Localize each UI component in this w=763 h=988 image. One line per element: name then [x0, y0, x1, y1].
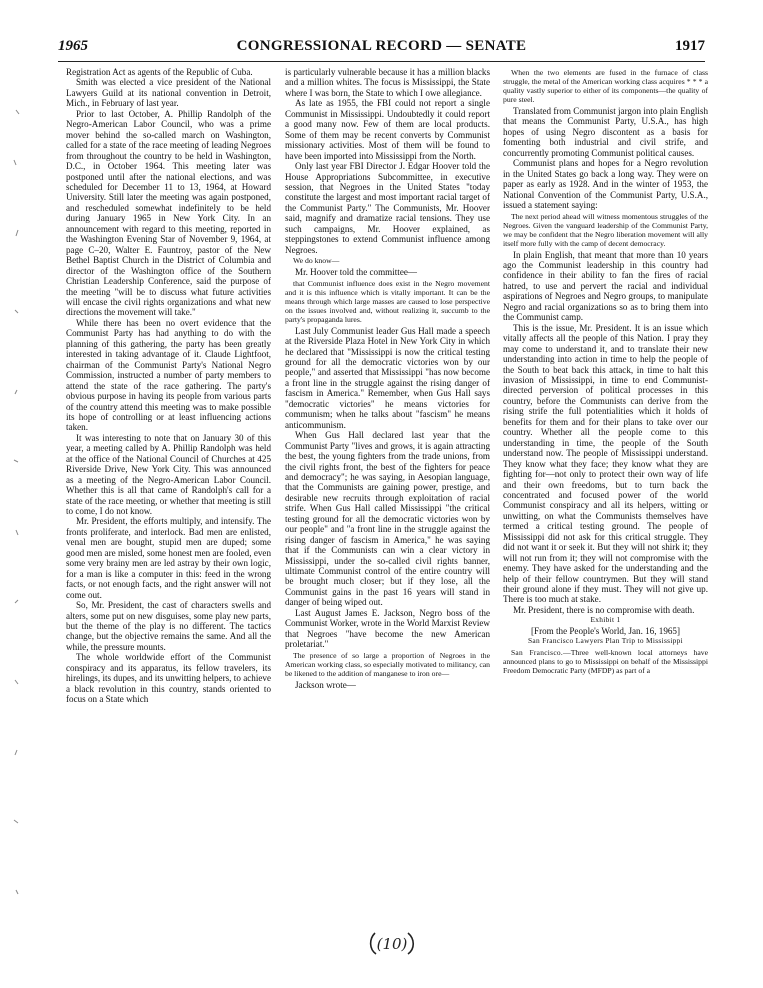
header-page-number: 1917 — [675, 38, 705, 54]
quotation: When the two elements are fused in the furnace of class struggle, the metal of the American working class acquires * * * a quality vastly superior to either of its components—the quality of pure steel. — [503, 68, 708, 104]
paragraph: In plain English, that meant that more than 10 years ago the Communist leadership in this country had confidence in their ability to fan the fires of racial hatred, to use and pervert the racial and individual aspirations of Negroes and Negro groups, to manipulate Negro and racial organizations so as to bring them into the Communist camp. — [503, 249, 708, 323]
column-2 — [285, 67, 490, 942]
paragraph: is particularly vulnerable because it has a million blacks and a million whites. The focus is Mississippi, the State where I was born, the State to which I owe allegiance. — [285, 67, 490, 98]
paragraph: Translated from Communist jargon into plain English that means the Communist Party, U.S.A., has high hopes of using Negro discontent as a basis for fomenting both industrial and civil strife, and concurrently promoting Communist political causes. — [503, 106, 708, 158]
quotation: that Communist influence does exist in the Negro movement and it is this influence which is vitally important. It can be the means through which large masses are caused to lose perspective on the issues involved and, without realizing it, succumb to the party's propaganda lures. — [285, 278, 490, 324]
paragraph: When Gus Hall declared last year that the Communist Party "lives and grows, it is again attracting the best, the young fighters from the trade unions, from the civil rights front, the best of the fighters for peace and democracy"; he was saying, in Aesopian language, that the Communists are gaining power, prestige, and desirable new recruits through exploitation of racial strife. When Gus Hall called Mississippi "the critical testing ground for all the democratic victories won by our people" and "a front line in the struggle against the rising danger of fascism in America," he was saying that if the Communists can win a clear victory in Mississippi, under the so-called civil rights banner, ultimate Communist control of the entire country will be brought much closer; but if they lose, all the Communist gains in the past 16 years will stand in danger of being wiped out. — [285, 430, 490, 608]
header-year: 1965 — [58, 38, 88, 54]
paragraph: So, Mr. President, the cast of characters swells and alters, some put on new disguises, some play new parts, but the theme of the play is no different. The tactics change, but the objective remains the same. And all the while, the pressure mounts. — [66, 600, 271, 652]
exhibit-headline: San Francisco Lawyers Plan Trip to Mississippi — [527, 636, 684, 646]
paragraph: The whole worldwide effort of the Communist conspiracy and its apparatus, its fellow travelers, its hirelings, its dupes, and its unwitting helpers, to achieve a black revolution in this country, stands oriented to focus on a State which — [66, 652, 271, 705]
paragraph: Only last year FBI Director J. Edgar Hoover told the House Appropriations Subcommittee, in executive session, that Negroes in the United States "today constitute the largest and most important racial target of the Communist Party." The Communists, Mr. Hoover said, magnify and dramatize racial tensions. They use such campaigns, Mr. Hoover explained, as steppingstones to extend Communist influence among Negroes. — [285, 161, 490, 255]
handwritten-annotation — [366, 930, 418, 956]
paragraph: This is the issue, Mr. President. It is an issue which vitally affects all the people of this Nation. I pray they may come to understand it, and to translate their new understanding into action in time to help the people of the South to beat back this attack, in time to halt this invasion of Mississippi, in time to end Communist-directed perversion of political processes in this country, before the Communists can derive from the rising strife the full potentialities which it holds of benefits for them and for their plans to take over our country. Whether all the people come to this understanding in time, the people of the South understand now. The people of Mississippi understand. They know what they face; they know what they are fighting for—not only to protect their own way of life and their own freedoms, but to turn back the concentrated and focused power of the world Communist conspiracy and all its helpers, witting or unwitting, on what the Communists themselves have termed a critical testing ground. The people of Mississippi did not ask for this critical struggle. They did not want it or seek it. But they will not shirk it; they will not run from it; they will not compromise with the enemy. They have asked for the understanding and the help of their fellow countrymen. But they will stand their ground alone if they must. They will not give up. There is too much at stake. — [503, 322, 708, 605]
quotation: The next period ahead will witness momentous struggles of the Negroes. Given the vanguard leadership of the Communist Party, we may be confident that the Negro liberation movement will ally itself more fully with the camp of decent democracy. — [503, 211, 708, 248]
page-header — [58, 38, 705, 60]
quotation: We do know— — [293, 256, 340, 266]
annotation-text: (10) — [376, 935, 408, 953]
paragraph: As late as 1955, the FBI could not report a single Communist in Mississippi. Undoubtedly it could report a good many now. Few of them are local products. Some of them may be recent converts by Communist missionary activities. Most of them will be found to have been imported into Mississippi from the North. — [285, 98, 490, 161]
paragraph: Communist plans and hopes for a Negro revolution in the United States go back a long way. They were on paper as early as 1928. And in the winter of 1953, the National Convention of the Communist Party, U.S.A., issued a statement saying: — [503, 158, 708, 211]
scan-edge-marks — [4, 100, 24, 960]
column-1 — [66, 67, 271, 973]
exhibit-paragraph — [503, 648, 708, 675]
paragraph: Prior to last October, A. Phillip Randolph of the Negro-American Labor Council, who was a prime mover behind the so-called march on Washington, called for a state of the race meeting of leading Negroes from throughout the country to be held in Washington, D.C., in October 1964. This meeting later was postponed until after the national elections, and was scheduled for December 11 to 13, 1964, at Howard University. Still later the meeting was again postponed, and rescheduled somewhat indefinitely to be held during January 1965 in New York City. In an announcement with regard to this meeting, reported in the Washington Evening Star of November 9, 1964, at page C–20, Walter E. Fauntroy, pastor of the New Bethel Baptist Church in the District of Columbia and director of the Washington office of the Southern Christian Leadership Conference, said the purpose of the meeting "will be to discuss what future activities will encase the civil rights organizations and what new directions the movement will take." — [66, 108, 271, 318]
paragraph: Last July Communist leader Gus Hall made a speech at the Riverside Plaza Hotel in New York City in which he declared that "Mississippi is now the critical testing ground for all the democratic victories won by our people," and asserted that Mississippi "has now become a front line in the struggle against the rising danger of fascism in America." Remember, when Gus Hall says "democratic victories" he means victories for communism; when he talks about "fascism" he means anticommunism. — [285, 325, 490, 430]
paragraph: Registration Act as agents of the Republic of Cuba. — [66, 67, 253, 77]
paragraph: Mr. President, the efforts multiply, and intensify. The fronts proliferate, and interlock. Bad men are enlisted, venal men are bought, stupid men are duped; some good men are misled, some honest men are fooled, even some very brainy men are led astray by their own logic, for a man is like a computer in this: feed in the wrong facts, or not enough facts, and the right answer will not come out. — [66, 516, 271, 600]
column-3 — [503, 67, 708, 973]
exhibit-source: [From the People's World, Jan. 16, 1965] — [530, 625, 680, 636]
paragraph: Smith was elected a vice president of the National Lawyers Guild at its national convention in Detroit, Mich., in February of last year. — [66, 77, 271, 109]
header-rule — [58, 61, 705, 62]
paragraph: Mr. President, there is no compromise with death. — [513, 604, 695, 615]
paragraph: Jackson wrote— — [295, 679, 356, 690]
header-title: CONGRESSIONAL RECORD — SENATE — [236, 38, 527, 54]
paragraph: Mr. Hoover told the committee— — [295, 267, 417, 278]
paragraph: While there has been no overt evidence that the Communist Party has had anything to do with the planning of this gathering, the party has been greatly interested in taking advantage of it. Claude Lightfoot, chairman of the Communist Party's National Negro Commission, instructed a number of party members to attend the state of the race gathering. The party's obvious purpose in having its people from various parts of the country attend this meeting was to make possible its hope of controlling or at least influencing actions taken. — [66, 317, 271, 433]
dateline: San Francisco. — [511, 647, 564, 657]
exhibit-text: —Three well-known local attorneys have announced plans to go to Mississippi on behalf of the Mississippi Freedom Democratic Party (MFDP) as part of a — [503, 647, 708, 675]
paragraph: It was interesting to note that on January 30 of this year, a meeting called by A. Phillip Randolph was held at the office of the National Council of Churches at 425 Riverside Drive, New York City. This was announced as a meeting of the Negro-American Labor Council. Whether this is all that came of Randolph's call for a state of the race meeting, or whether that meeting is still to come, I do not know. — [66, 432, 271, 517]
paragraph: Last August James E. Jackson, Negro boss of the Communist Worker, wrote in the World Marxist Review that Negroes "have become the new American proletariat." — [285, 607, 490, 650]
exhibit-label: Exhibit 1 — [590, 615, 621, 625]
quotation: The presence of so large a proportion of Negroes in the American working class, so especially motivated to militancy, can be likened to the addition of manganese to iron ore— — [285, 650, 490, 678]
